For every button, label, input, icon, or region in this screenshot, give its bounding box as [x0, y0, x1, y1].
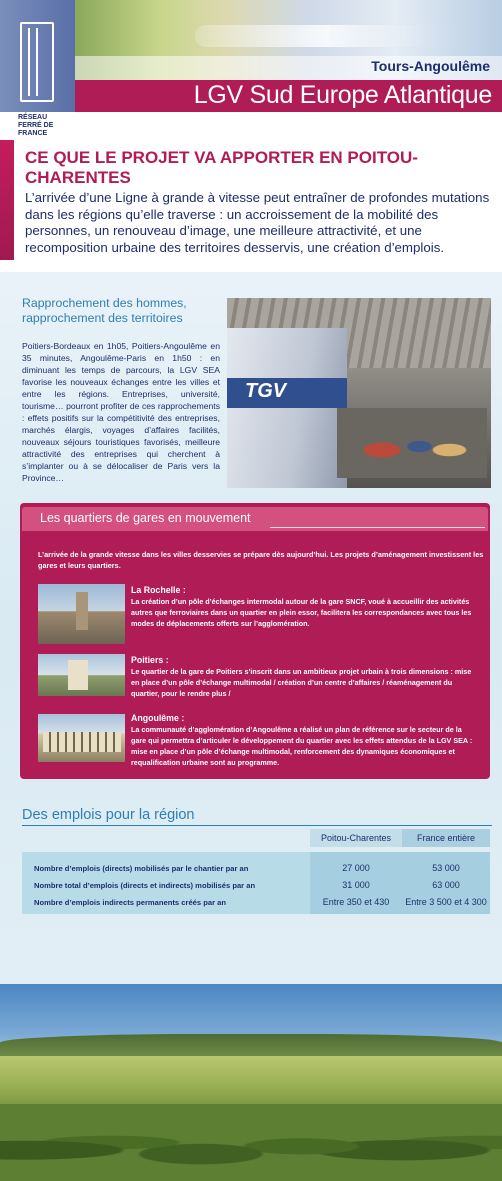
row-label: Nombre total d’emplois (directs et indirects) mobilisés par an — [34, 881, 256, 890]
landscape-photo — [0, 984, 502, 1181]
clock-tower — [76, 592, 88, 630]
column-header-france: France entière — [402, 829, 490, 847]
column-header-poitou: Poitou-Charentes — [310, 829, 402, 847]
route-label: Tours-Angoulême — [371, 58, 490, 74]
city-la-rochelle — [131, 584, 475, 629]
fields — [0, 1056, 502, 1104]
emplois-heading: Des emplois pour la région — [22, 807, 195, 823]
table-row — [34, 862, 490, 878]
gares-heading: Les quartiers de gares en mouvement — [40, 511, 251, 525]
poitiers-photo — [38, 654, 125, 696]
rff-logo-icon — [20, 22, 54, 102]
building — [68, 660, 88, 690]
foreground-trees — [0, 1104, 502, 1181]
train-motion-graphic — [195, 25, 455, 47]
gares-divider — [270, 527, 485, 528]
emplois-divider — [22, 825, 492, 826]
row-value-poitou: 27 000 — [342, 863, 370, 873]
station-facade — [43, 732, 121, 752]
angouleme-photo — [38, 714, 125, 762]
intro-paragraph: L’arrivée d’une Ligne à grande à vitesse peut entraîner de profondes mutations dans les régions qu’elle traverse : un accroissement de la mobilité des personnes, un renouveau d’image, une meilleure attractivité, et une recomposition urbaine des territoires desservis, une création d’emplois. — [25, 190, 490, 255]
distant-treeline — [0, 1034, 502, 1056]
table-row — [34, 879, 490, 895]
city-name: Angoulême : — [131, 713, 185, 723]
page-title: LGV Sud Europe Atlantique — [193, 81, 492, 109]
row-value-france: Entre 3 500 et 4 300 — [405, 897, 487, 907]
intro-heading: CE QUE LE PROJET VA APPORTER EN POITOU-CHARENTES — [25, 148, 418, 187]
row-value-poitou: Entre 350 et 430 — [322, 897, 390, 907]
row-value-poitou: 31 000 — [342, 880, 370, 890]
city-name: La Rochelle : — [131, 585, 186, 595]
city-name: Poitiers : — [131, 655, 169, 665]
la-rochelle-photo — [38, 584, 125, 644]
page-header — [0, 0, 502, 140]
city-text: La communauté d’agglomération d’Angoulême a réalisé un plan de référence sur le secteur de la gare qui permettra d’articuler le développement du quartier avec les effets attendus de la LGV SEA : mise en place d’un pôle d’échange multimodal, renforcement des dynamiques économiques et requalification urbaine sont au programme. — [131, 725, 473, 767]
city-angouleme — [131, 712, 475, 768]
platform-crowd — [337, 408, 487, 478]
row-label: Nombre d’emplois indirects permanents créés par an — [34, 898, 227, 907]
station-photo — [227, 298, 491, 488]
accent-stripe — [0, 140, 14, 260]
tgv-logo: TGV — [245, 380, 287, 402]
rff-logo — [0, 0, 75, 112]
gares-intro: L’arrivée de la grande vitesse dans les villes desservies se prépare dès aujourd’hui. Les projets d’aménagement investissent les gares et leurs quartiers. — [38, 550, 484, 570]
city-text: La création d’un pôle d’échanges intermodal autour de la gare SNCF, voué à accueillir des activités autres que ferroviaires dans un quartier en plein essor, facilitera les correspondances avec tous les modes de déplacements offerts sur l’agglomération. — [131, 597, 472, 628]
logo-caption: RÉSEAU FERRÉ DE FRANCE — [18, 114, 54, 137]
tgv-train — [227, 328, 347, 488]
row-value-france: 53 000 — [432, 863, 460, 873]
row-label: Nombre d’emplois (directs) mobilisés par le chantier par an — [34, 864, 249, 873]
rapprochement-heading: Rapprochement des hommes, rapprochement des territoires — [22, 296, 187, 325]
city-poitiers — [131, 654, 475, 699]
city-text: Le quartier de la gare de Poitiers s’inscrit dans un ambitieux projet urbain à trois dimensions : mise en place d’un pôle d’échange multimodal / création d’un centre d’affaires / réaménagement du quartier, pour le rendre plus / — [131, 667, 472, 698]
row-value-france: 63 000 — [432, 880, 460, 890]
table-row — [34, 896, 490, 912]
rapprochement-paragraph: Poitiers-Bordeaux en 1h05, Poitiers-Angoulême en 35 minutes, Angoulême-Paris en 1h50 : en diminuant les temps de parcours, la LGV SEA favorise les nouveaux échanges entre les villes et entre les régions. Entreprises, université, tourisme… pourront profiter de ces rapprochements : effets positifs sur la compétitivité des entreprises, marchés élargis, voyages d’affaires facilités, nouveaux séjours touristiques favorisés, meilleure attractivité des entreprises qui cherchent à s’implanter ou à se délocaliser de Paris vers la Province… — [22, 341, 220, 483]
